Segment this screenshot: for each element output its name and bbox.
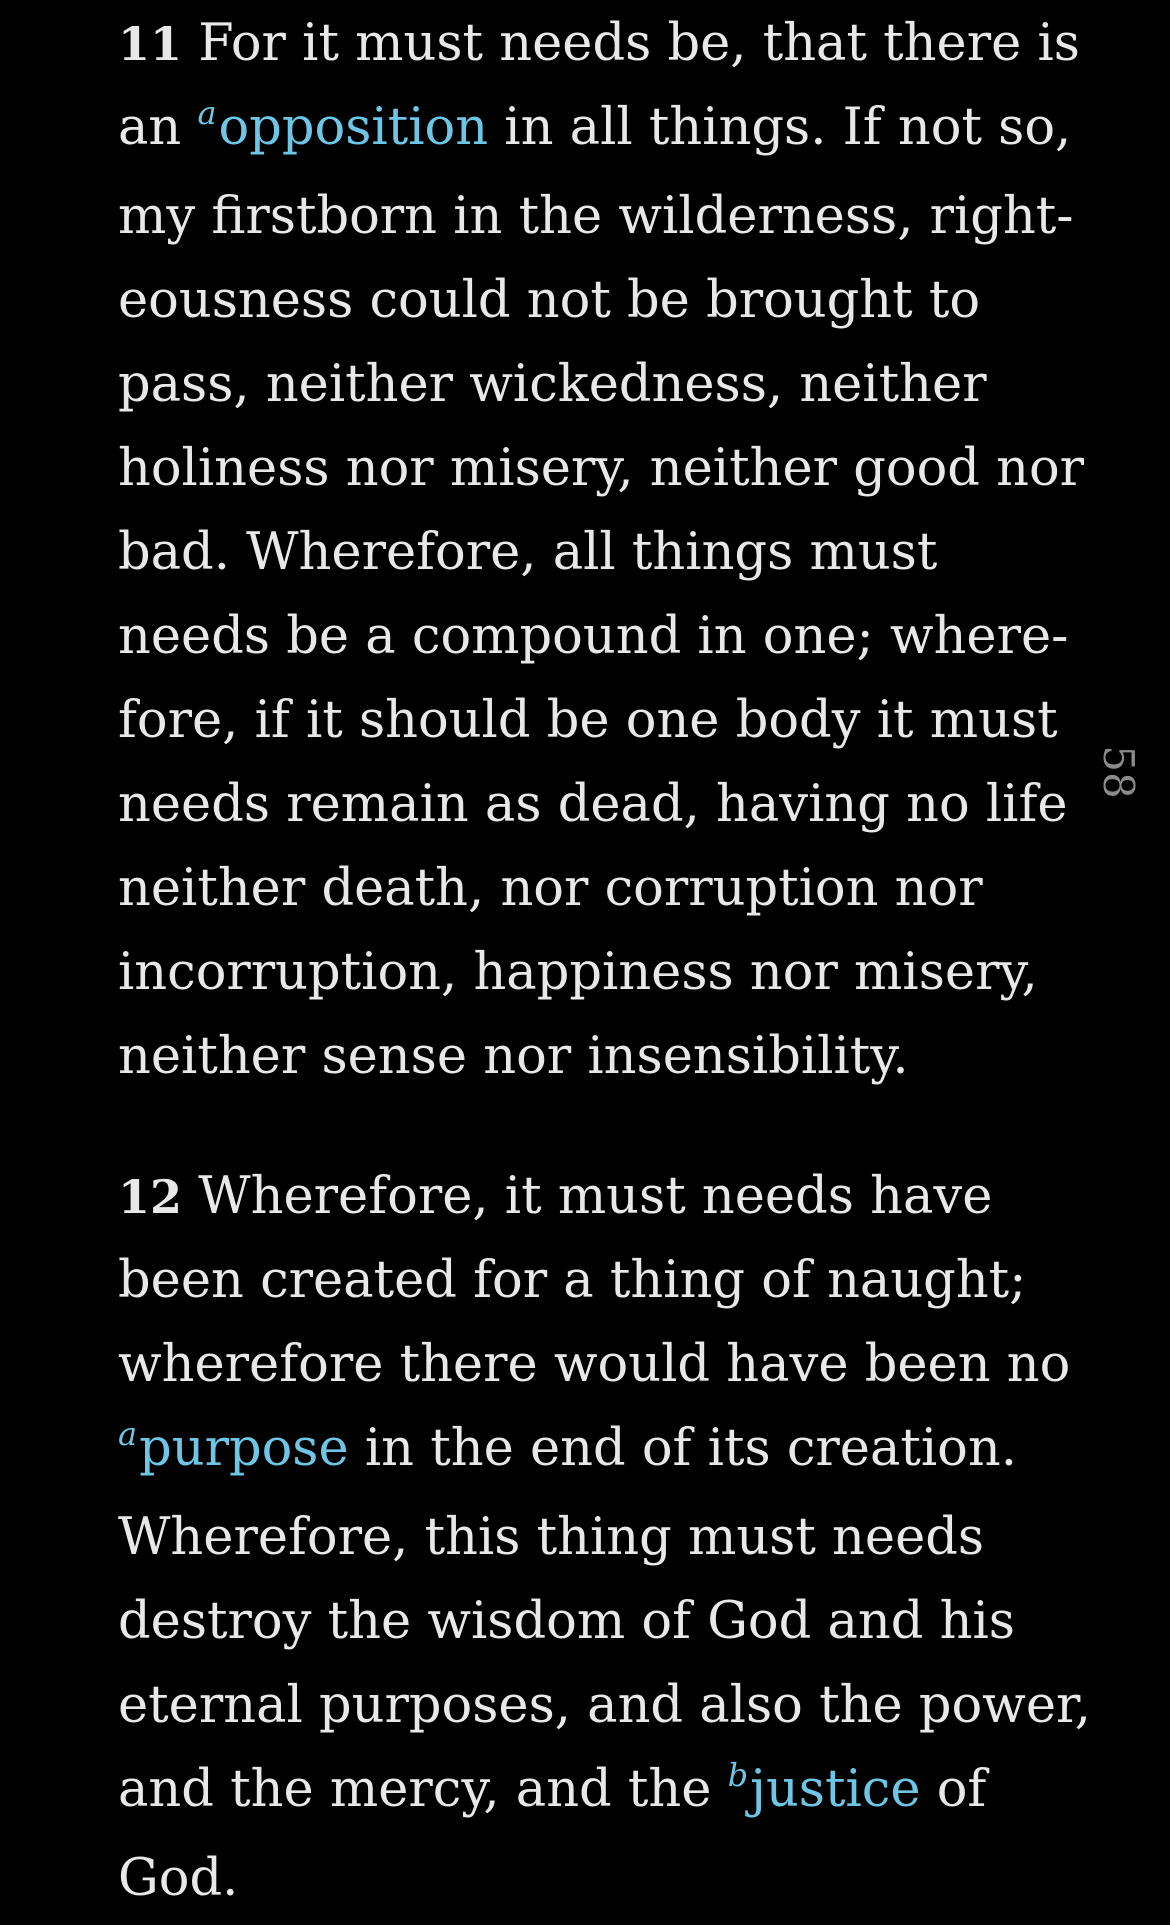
verse-text: Wherefore, this thing must needs <box>118 1508 985 1567</box>
verse-text: bad. Wherefore, all things must <box>118 523 938 582</box>
verse-line <box>118 1239 1078 1323</box>
verse-line <box>118 847 1078 931</box>
chapter-text <box>118 2 1092 1921</box>
verse-number: 11 <box>118 17 183 71</box>
verse-line <box>118 511 1078 595</box>
verse-line <box>118 1155 1078 1239</box>
verse-line <box>118 1664 1092 1748</box>
verse-text: neither death, nor corruption nor <box>118 859 983 918</box>
footnote-word: purpose <box>139 1419 349 1478</box>
verse-text: of <box>920 1760 987 1819</box>
page-number: 58 <box>1094 745 1143 799</box>
verse-text: God. <box>118 1849 239 1908</box>
verse-text: my firstborn in the wilderness, right- <box>118 187 1074 246</box>
verse-12[interactable] <box>118 1155 1092 1921</box>
footnote-word: opposition <box>218 98 489 157</box>
footnote-link-justice[interactable] <box>727 1756 921 1819</box>
verse-text: fore, if it should be one body it must <box>118 691 1058 750</box>
footnote-link-opposition[interactable] <box>197 94 489 157</box>
verse-line <box>118 679 1078 763</box>
verse-text: eousness could not be brought to <box>118 271 981 330</box>
verse-text: holiness nor misery, neither good nor <box>118 439 1085 498</box>
verse-line <box>118 2 1078 86</box>
verse-text: incorruption, happiness nor misery, <box>118 943 1038 1002</box>
verse-text: an <box>118 98 198 157</box>
verse-text: and the mercy, and the <box>118 1760 728 1819</box>
verse-text: destroy the wisdom of God and his <box>118 1592 1015 1651</box>
footnote-word: justice <box>750 1760 921 1819</box>
verse-text: needs remain as dead, having no life <box>118 775 1068 834</box>
verse-line <box>118 86 1078 175</box>
verse-line <box>118 931 1078 1015</box>
verse-text: needs be a compound in one; where- <box>118 607 1069 666</box>
verse-text: in the end of its creation. <box>348 1419 1017 1478</box>
verse-line <box>118 259 1078 343</box>
verse-line <box>118 1837 1078 1921</box>
verse-line <box>118 343 1078 427</box>
verse-text: neither sense nor insensibility. <box>118 1027 909 1086</box>
verse-line <box>118 1407 1078 1496</box>
verse-11[interactable] <box>118 2 1085 1099</box>
footnote-marker: a <box>197 94 217 132</box>
footnote-link-purpose[interactable] <box>118 1415 349 1478</box>
footnote-marker: b <box>727 1756 749 1794</box>
verse-line <box>118 1496 1078 1580</box>
verse-text: For it must needs be, that there is <box>198 14 1080 73</box>
verse-line <box>118 763 1078 847</box>
verse-line <box>118 427 1085 511</box>
verse-text: in all things. If not so, <box>488 98 1072 157</box>
verse-line <box>118 1323 1078 1407</box>
footnote-marker: a <box>118 1415 138 1453</box>
verse-line <box>118 1748 1078 1837</box>
verse-text: been created for a thing of naught; <box>118 1251 1027 1310</box>
verse-line <box>118 1580 1078 1664</box>
verse-number: 12 <box>118 1170 183 1224</box>
verse-line <box>118 595 1078 679</box>
verse-line <box>118 1015 1078 1099</box>
verse-text: pass, neither wickedness, neither <box>118 355 987 414</box>
verse-text: wherefore there would have been no <box>118 1335 1071 1394</box>
verse-line <box>118 175 1078 259</box>
verse-text: Wherefore, it must needs have <box>198 1167 993 1226</box>
verse-text: eternal purposes, and also the power, <box>118 1676 1092 1735</box>
